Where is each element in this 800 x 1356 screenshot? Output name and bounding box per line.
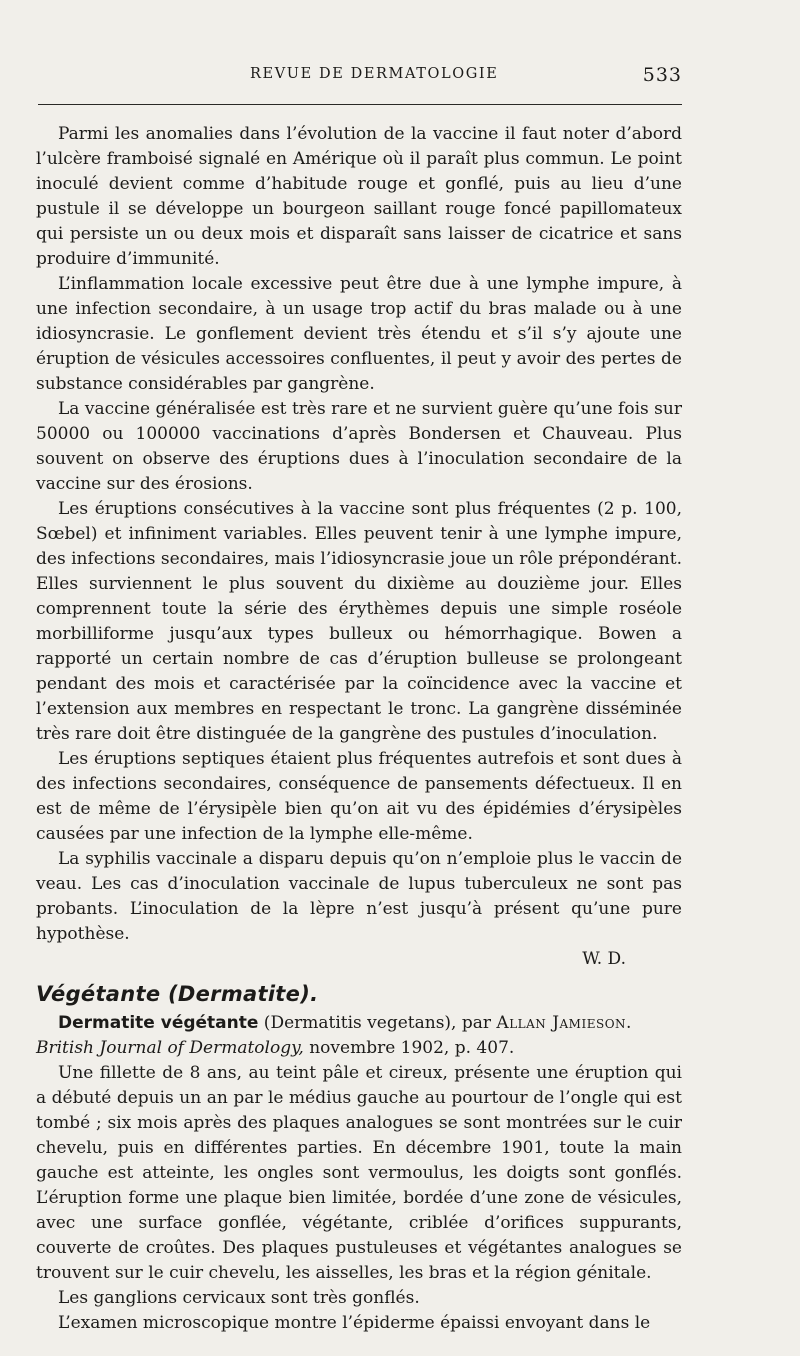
paragraph: L’examen microscopique montre l’épiderme épaissi envoyant dans le	[58, 1313, 651, 1333]
page-header	[36, 64, 682, 90]
article-date: novembre 1902, p. 407.	[303, 1038, 515, 1058]
header-rule	[38, 104, 682, 105]
paragraph: Les éruptions consécutives à la vaccine sont plus fréquentes (2 p. 100, Sœbel) et infiniment variables. Elles peuvent tenir à une lymphe impure, des infections secondaires, mais l’idiosyncrasie joue un rôle prépondérant. Elles surviennent le plus souvent du dixième au douzième jour. Elles comprennent toute la série des érythèmes depuis une simple roséole morbilliforme jusqu’aux types bulleux ou hémorrhagique. Bowen a rapporté un certain nombre de cas d’éruption bulleuse se prolongeant pendant des mois et caractérisée par la coïncidence avec la vaccine et l’extension aux membres en respectant le tronc. La gangrène disséminée très rare doit être distinguée de la gangrène des pustules d’inoculation.	[36, 499, 682, 744]
paragraph: La vaccine généralisée est très rare et ne survient guère qu’une fois sur 50000 ou 100000 vaccinations d’après Bondersen et Chauveau. Plus souvent on observe des éruptions dues à l’inoculation secondaire de la vaccine sur des érosions.	[36, 399, 682, 494]
running-title: REVUE DE DERMATOLOGIE	[250, 66, 499, 82]
section-title: Végétante (Dermatite).	[36, 982, 319, 1006]
page-number: 533	[642, 64, 682, 86]
signature: W. D.	[582, 949, 626, 969]
paragraph: La syphilis vaccinale a disparu depuis qu’on n’emploie plus le vaccin de veau. Les cas d’inoculation vaccinale de lupus tuberculeux ne sont pas probants. L’inoculation de la lèpre n’est jusqu’à présent qu’une pure hypothèse.	[36, 849, 682, 944]
body-text	[36, 122, 682, 1336]
article-title: Dermatite végétante	[58, 1013, 259, 1033]
paragraph: Parmi les anomalies dans l’évolution de la vaccine il faut noter d’abord l’ulcère framboisé signalé en Amérique où il paraît plus commun. Le point inoculé devient comme d’habitude rouge et gonflé, puis au lieu d’une pustule il se développe un bourgeon saillant rouge foncé papillomateux qui persiste un ou deux mois et disparaît sans laisser de cicatrice et sans produire d’immunité.	[36, 124, 682, 269]
paragraph: Les éruptions septiques étaient plus fréquentes autrefois et sont dues à des infections secondaires, conséquence de pansements défectueux. Il en est de même de l’érysipèle bien qu’on ait vu des épidémies d’érysipèles causées par une infection de la lymphe elle-même.	[36, 749, 682, 844]
article-journal: British Journal of Dermatology,	[36, 1038, 304, 1058]
article-reference	[36, 1011, 682, 1061]
article-author: Allan Jamieson.	[496, 1013, 632, 1033]
paragraph: L’inflammation locale excessive peut être due à une lymphe impure, à une infection secondaire, à un usage trop actif du bras malade ou à une idiosyncrasie. Le gonflement devient très étendu et s’il s’y ajoute une éruption de vésicules accessoires confluentes, il peut y avoir des pertes de substance considérables par gangrène.	[36, 274, 682, 394]
paragraph: Une fillette de 8 ans, au teint pâle et cireux, présente une éruption qui a débuté depuis un an par le médius gauche au pourtour de l’ongle qui est tombé ; six mois après des plaques analogues se sont montrées sur le cuir chevelu, puis en différentes parties. En décembre 1901, toute la main gauche est atteinte, les ongles sont vermoulus, les doigts sont gonflés. L’éruption forme une plaque bien limitée, bordée d’une zone de vésicules, avec une surface gonflée, végétante, criblée d’orifices suppurants, couverte de croûtes. Des plaques pustuleuses et végétantes analogues se trouvent sur le cuir chevelu, les aisselles, les bras et la région génitale.	[36, 1063, 682, 1283]
article-latin-title: (Dermatitis vegetans), par	[258, 1013, 497, 1033]
paragraph: Les ganglions cervicaux sont très gonflés.	[58, 1288, 420, 1308]
